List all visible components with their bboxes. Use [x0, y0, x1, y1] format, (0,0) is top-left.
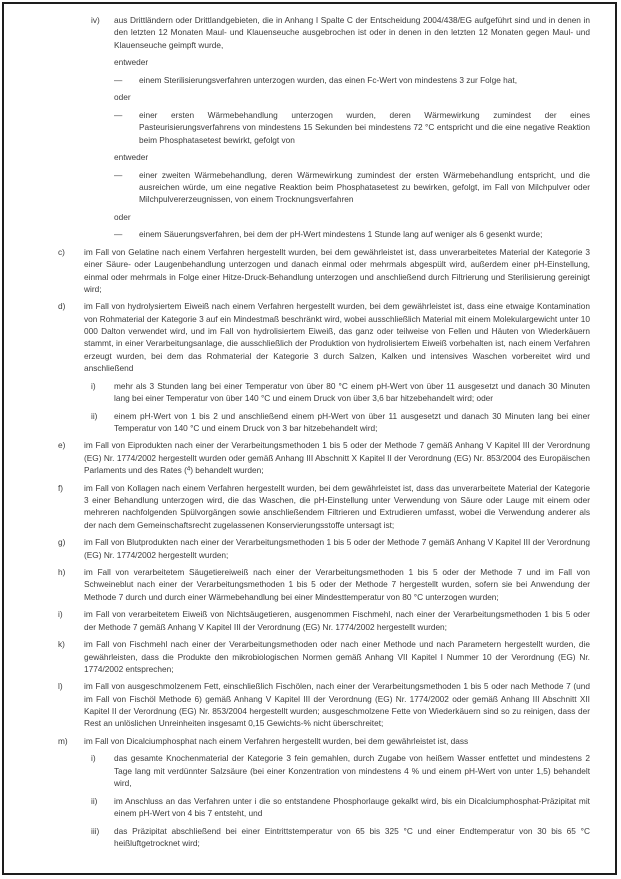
item-label: c) [58, 246, 65, 257]
dash-marker: — [114, 169, 123, 180]
item-label: i) [91, 380, 96, 391]
list-item-g [58, 536, 590, 561]
dash-marker: — [114, 74, 123, 85]
list-item-d [58, 300, 590, 374]
list-item-i [58, 752, 590, 789]
connector-text: entweder [114, 152, 149, 163]
item-label: e) [58, 440, 66, 451]
item-label: d) [58, 301, 66, 312]
list-item-ii [58, 410, 590, 435]
item-text: im Fall von hydrolysiertem Eiweiß nach einem Verfahren hergestellt wurden, bei dem gewährleistet ist, dass eine etwaige Kontamination von Rohmaterial der Kategorie 3 auf ein Mindestmaß beschränkt wird, wobei ausschließlich Material mit einem Molekulargewicht unter 10 000 Dalton verwendet wird, und im Fall von hydrolisiertem Eiweiß, das ganz oder teilweise von Fellen und Häuten von Wiederkäuern stammt, in einer Verarbeitungsanlage, die ausschließlich der Produktion von hydrolisiertem Eiweiß vorbehalten ist, nach einem Verfahren erzeugt wurden, bei dem das Rohmaterial der Kategorie 3 durch Salzen, Kalken und intensives Waschen vorbereitet wird und anschließend [84, 301, 590, 374]
item-label: m) [58, 735, 68, 746]
item-text: einer zweiten Wärmebehandlung, deren Wärmewirkung zumindest der ersten Wärmebehandlung entspricht, und die ausreichen würde, um eine negative Reaktion beim Phosphatasetest zu bewirken, gefolgt, im Fall von Milchpulver oder Milchpulvererzeugnissen, von einem Trocknungsverfahren [139, 169, 590, 205]
connector-text: entweder [114, 57, 149, 68]
item-label: g) [58, 537, 66, 548]
dash-item [58, 169, 590, 206]
item-label: iii) [91, 825, 100, 836]
item-text: einem Sterilisierungsverfahren unterzogen wurden, das einen Fc-Wert von mindestens 3 zur Folge hat, [139, 74, 518, 85]
item-text: im Fall von Fischmehl nach einer der Verarbeitungsmethoden oder nach einer Methode und nach Parametern hergestellt wurden, die gewährleisten, dass die Produkte den mikrobiologischen Normen gemäß Anhang VII Kapitel I Nummer 10 der Verordnung (EG) Nr. 1774/2002 entsprechen; [84, 639, 590, 674]
item-label: ii) [91, 410, 98, 421]
dash-marker: — [114, 229, 123, 240]
dash-item [58, 74, 590, 86]
connector-oder [58, 91, 590, 103]
connector-oder [58, 211, 590, 223]
item-text: im Fall von verarbeitetem Eiweiß von Nichtsäugetieren, ausgenommen Fischmehl, nach einer der Verarbeitungsmethoden 1 bis 5 oder der Methode 7 gemäß Anhang V Kapitel III der Verordnung (EG) Nr. 1774/2002 hergestellt wurden; [84, 609, 590, 632]
item-label: f) [58, 482, 64, 493]
list-item-i [58, 380, 590, 405]
item-text: im Fall von Kollagen nach einem Verfahren hergestellt wurden, bei dem gewährleistet ist, dass das unverarbeitete Material der Kategorie 3 einer Behandlung unterzogen wird, die das Waschen, die pH-Einstellung unter Verwendung von Säure oder Lauge mit einem oder mehreren nachfolgenden Spülvorgängen sowie anschließendem Filtrieren und Extrudieren umfasst, wobei die Verwendung anderer als der nach dem Gemeinschaftsrecht zugelassenen Konservierungsstoffe untersagt ist; [84, 482, 590, 530]
document-page [2, 2, 617, 875]
list-item-e [58, 439, 590, 476]
regulation-list [58, 14, 590, 849]
dash-item [58, 109, 590, 146]
item-text: aus Drittländern oder Drittlandgebieten, die in Anhang I Spalte C der Entscheidung 2004/438/EG aufgeführt sind und in denen in den letzten 12 Monaten Maul- und Klauenseuche ausgebrochen ist oder in denen in den letzten 12 Monaten gegen Maul- und Klauenseuche geimpft wurde, [114, 15, 590, 50]
connector-entweder [58, 151, 590, 163]
item-text: im Fall von Dicalciumphosphat nach einem Verfahren hergestellt wurden, bei dem gewährleistet ist, dass [84, 735, 469, 746]
item-text: im Fall von verarbeitetem Säugetiereiweiß nach einer der Verarbeitungsmethoden 1 bis 5 oder der Methode 7 und im Fall von Schweineblut nach einer der Verarbeitungsmethoden 1 bis 5 oder der Methode 7 hergestellt wurden, sofern sie bei Anwendung der Methode 7 durch und durch einer Wärmebehandlung bei einer Mindesttemperatur von 80 °C unterzogen wurden; [84, 567, 590, 602]
connector-text: oder [114, 211, 131, 222]
item-label: i) [91, 753, 96, 764]
item-text: im Fall von Eiprodukten nach einer der Verarbeitungsmethoden 1 bis 5 oder der Methode 7 gemäß Anhang V Kapitel III der Verordnung (EG) Nr. 1774/2002 hergestellt wurden oder gemäß Anhang III Abschnitt X Kapitel II der Verordnung (EG) Nr. 853/2004 des Europäischen Parlaments und des Rates ($^4$) behandelt wurden; [84, 440, 590, 476]
item-text: mehr als 3 Stunden lang bei einer Temperatur von über 80 °C einem pH-Wert von über 11 ausgesetzt und danach 30 Minuten lang bei einer Temperatur von über 140 °C und einem Druck von über 3,6 bar hitzebehandelt wird; oder [114, 380, 590, 403]
list-item-h [58, 566, 590, 603]
list-item-c [58, 246, 590, 295]
item-label: ii) [91, 795, 98, 806]
item-label: i) [58, 609, 63, 620]
item-text: im Fall von Blutprodukten nach einer der Verarbeitungsmethoden 1 bis 5 oder der Methode 7 gemäß Anhang V Kapitel III der Verordnung (EG) Nr. 1774/2002 hergestellt wurden; [84, 537, 590, 560]
list-item-i [58, 608, 590, 633]
list-item-ii [58, 795, 590, 820]
item-label: k) [58, 639, 65, 650]
list-item-iii [58, 825, 590, 850]
list-item-k [58, 638, 590, 675]
item-text: einer ersten Wärmebehandlung unterzogen wurden, deren Wärmewirkung zumindest der eines Pasteurisierungsverfahrens von mindestens 15 Sekunden bei mindestens 72 °C entspricht und die eine negative Reaktion beim Phosphatasetest bewirkt, gefolgt von [139, 109, 590, 145]
item-text: das Präzipitat abschließend bei einer Eintrittstemperatur von 65 bis 325 °C und einer Endtemperatur von 30 bis 65 °C heißluftgetrocknet wird; [114, 825, 590, 848]
list-item-f [58, 482, 590, 531]
footnote-ref: 4 [186, 466, 191, 473]
item-text: im Anschluss an das Verfahren unter i die so entstandene Phosphorlauge gekalkt wird, bis ein Dicalciumphosphat-Präzipitat mit einem pH-Wert von 4 bis 7 entsteht, und [114, 795, 590, 819]
item-text: im Fall von ausgeschmolzenem Fett, einschließlich Fischölen, nach einer der Verarbeitungsmethoden 1 bis 5 oder nach Methode 7 (und im Fall von Fischöl Methode 6) gemäß Anhang V Kapitel III der Verordnung (EG) Nr. 1774/2002 oder gemäß Anhang III Abschnitt XII Kapitel II der Verordnung (EG) Nr. 853/2004 hergestellt wurden; ausgeschmolzene Fette von Wiederkäuern sind so zu reinigen, dass der Rest an unlöslichen Unreinheiten insgesamt 0,15 Gewichts-% nicht überschreitet; [84, 681, 590, 729]
connector-entweder [58, 56, 590, 68]
connector-text: oder [114, 92, 131, 103]
dash-marker: — [114, 109, 123, 120]
item-label: h) [58, 567, 66, 578]
item-text: im Fall von Gelatine nach einem Verfahren hergestellt wurden, bei dem gewährleistet ist, dass unverarbeitetes Material der Kategorie 3 einer Säure- oder Laugenbehandlung unterzogen und danach einmal oder mehrmals abgespült wird, außerdem einer pH-Einstellung, einmal oder mehrmals in Folge einer Hitze-Druck-Behandlung unterzogen und anschließend durch Filtrierung und Sterilisierung gereinigt wird; [84, 246, 590, 294]
dash-item [58, 228, 590, 240]
list-item-m [58, 735, 590, 747]
list-item-l [58, 680, 590, 729]
item-text: das gesamte Knochenmaterial der Kategorie 3 fein gemahlen, durch Zugabe von heißem Wasser entfettet und mindestens 2 Tage lang mit verdünnter Salzsäure (bei einer Konzentration von mindestens 4 % und einem pH-Wert von unter 1,5) behandelt wird, [114, 753, 590, 789]
item-text: einem pH-Wert von 1 bis 2 und anschließend einem pH-Wert von über 11 ausgesetzt und danach 30 Minuten lang bei einer Temperatur von 140 °C und einem Druck von 3 bar hitzebehandelt wird; [114, 410, 590, 433]
item-text: einem Säuerungsverfahren, bei dem der pH-Wert mindestens 1 Stunde lang auf weniger als 6 gesenkt wurde; [139, 229, 543, 240]
item-label: l) [58, 681, 63, 692]
item-label: iv) [91, 15, 100, 25]
list-item-iv [58, 14, 590, 51]
